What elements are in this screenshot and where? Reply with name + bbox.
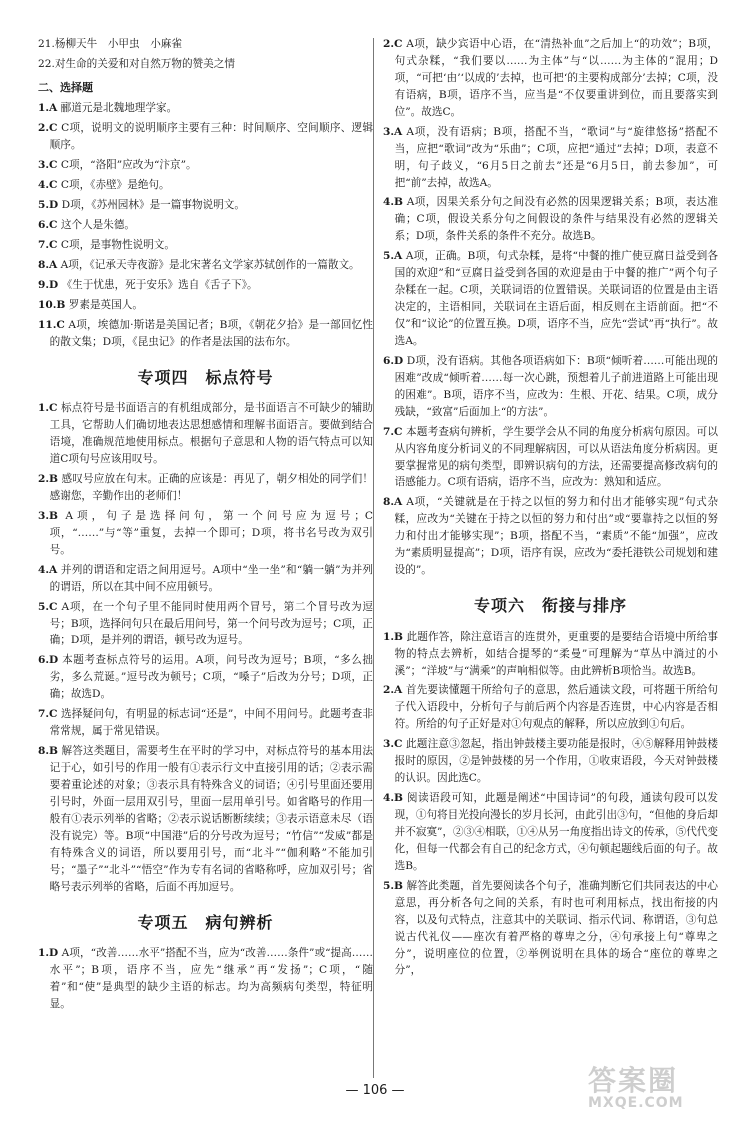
answer-item: [38, 400, 373, 468]
answer-item: [38, 217, 373, 234]
answer-label: 5.A: [383, 250, 403, 263]
answer-text: A项，“关键就是在于持之以恒的努力和付出才能够实现”句式杂糅，应改为“关键在于持之以恒的努力和付出”或“要靠持之以恒的努力和付出才能够实现”；B项，搭配不当，“素质”不能“加强”，应改为“素质明显提高”；D项，语序有误，应改为“委托港铁公司规划和建设的”。: [394, 496, 719, 577]
answer-item: [38, 120, 373, 154]
answer-text: 此题作答，除注意语言的连贯外，更重要的是要结合语境中所给事物的特点去辨析，如结合提琴的“柔曼”可理解为“草丛中淌过的小溪”；“洋坡”与“满乘”的声响相似等。由此辨析B项恰当。故选B。: [394, 630, 719, 677]
answer-text: 解答此类题，首先要阅读各个句子，准确判断它们共同表达的中心意思，再分析各句之间的关系，有时也可利用标点，找出衔接的内容，以及句式特点，注意其中的关联词、指示代词、称谓语，③句总说古代礼仪——座次有着严格的尊卑之分，④句承接上句“尊卑之分”，说明座位的位置，②举例说明在具体的场合“座位的尊卑之分”，: [394, 879, 719, 977]
answer-label: 2.C: [38, 122, 58, 135]
answer-item: [38, 652, 373, 703]
answer-label: 11.C: [38, 318, 65, 331]
answer-line: 22.对生命的关爱和对自然万物的赞美之情: [38, 57, 235, 70]
answer-label: 2.C: [383, 38, 403, 50]
answer-item: [383, 424, 718, 492]
answer-label: 7.C: [38, 239, 58, 252]
answer-text: A项，没有语病；B项，搭配不当，“歌词”与“旋律悠扬”搭配不当，应把“歌词”改为“乐曲”；C项，应把“通过”去掉；D项，表意不明，句子歧义，“6月5日之前去”还是“6月5日，前去参加”，可把“前”去掉，故选A。: [394, 125, 718, 189]
punctuation-answer-list: [38, 400, 373, 895]
answer-item: [38, 237, 373, 254]
site-watermark: [588, 1059, 738, 1117]
answer-label: 10.B: [38, 298, 66, 311]
answer-text: A项，在一个句子里不能同时使用两个冒号，第二个冒号改为逗号；B项，选择问句只在最后用问号，第一个问号改为逗号；C项，正确；D项，是并列的谓语，顿号改为逗号。: [49, 600, 373, 647]
section-heading: 二、选择题: [38, 80, 93, 94]
answer-text: D项，没有语病。其他各项语病如下：B项“倾听着……可能出现的困难”改成“倾听着……每一次心跳，预想着儿子前进道路上可能出现的困难”。B项，语序不当，应改为：生根、开花、结果。C项，成分残缺，“致富”后面加上“的方法”。: [394, 354, 718, 418]
answer-text: D项，《苏州园林》是一篇事物说明文。: [61, 199, 245, 212]
answer-text: 并列的谓语和定语之间用逗号。A项中“坐一坐”和“躺一躺”为并列的谓语，所以在其中间不应用顿号。: [49, 563, 374, 593]
section-title: 专项四 标点符号: [137, 367, 274, 387]
answer-label: 8.A: [383, 496, 403, 509]
sentence-error-answer-list-continued: [383, 36, 718, 579]
answer-label: 4.A: [38, 563, 58, 576]
section-title: 专项五 病句辨析: [137, 912, 274, 932]
watermark-url: MXQE.COM: [588, 1095, 684, 1111]
answer-item: [383, 790, 718, 875]
answer-text: 标点符号是书面语言的有机组成部分，是书面语言不可缺少的辅助工具，它帮助人们确切地表达思想感情和理解书面语言。要做到结合语境，准确规范地使用标点。根据句子意思和人物的语气特点可以知道C项句号应该用叹号。: [49, 402, 374, 466]
answer-item: [38, 157, 373, 174]
answer-label: 8.A: [38, 258, 58, 271]
choice-answer-list: [38, 100, 373, 350]
answer-item: [383, 494, 718, 579]
answer-text: 阅读语段可知，此题是阐述“中国诗词”的句段，通读句段可以发现，①句将目光投向漫长的岁月长河，由此引出③句，“但他的身后却并不寂寞”，②③④相联，①④从另一角度指出诗文的传承，⑤代代变化，但每一代都会有自己的纪念方式，④句顿起题线后面的句子。故选B。: [394, 792, 718, 872]
answer-label: 2.B: [38, 473, 59, 485]
answer-item: [38, 508, 373, 559]
answer-text: A项，因果关系分句之间没有必然的因果逻辑关系；B项，表达准确；C项，假设关系分句之间假设的条件与结果没有必然的逻辑关系；D项，条件关系的条件不充分。故选B。: [394, 196, 718, 243]
answer-item: [38, 317, 373, 351]
answer-label: 5.D: [38, 199, 59, 212]
watermark-logo-text: 答案圈: [588, 1064, 679, 1097]
right-column: [383, 36, 718, 982]
answer-label: 7.C: [38, 708, 58, 721]
answer-item: [383, 736, 718, 787]
answer-item: [383, 248, 718, 350]
answer-label: 3.C: [38, 159, 58, 172]
answer-item: [38, 743, 373, 895]
answer-label: 8.B: [38, 745, 59, 758]
answer-label: 3.C: [383, 738, 403, 751]
answer-item: [38, 562, 373, 596]
answer-item: [383, 194, 718, 245]
answer-item: [383, 36, 718, 121]
answer-text: 本题考查标点符号的运用。A项，问号改为逗号；B项，“多么拙劣，多么荒诞。”逗号改为顿号；C项，“嗓子”后改为分号；D项，正确；故选D。: [49, 654, 373, 701]
answer-text: 本题考查病句辨析，学生要学会从不同的角度分析病句原因。可以从内容角度分析词义的不同理解病因，可以从语法角度分析病因。更要掌握常见的病句类型，即辨识病句的方法，还需要提高修改病句的语感能力。C项有语病，语序不当，应改为：熟知和适应。: [394, 425, 719, 489]
answer-label: 3.B: [38, 509, 59, 522]
answer-item: [383, 878, 718, 980]
answer-item: [38, 471, 373, 505]
answer-item: [38, 706, 373, 740]
answer-text: C项，《赤壁》是绝句。: [60, 179, 170, 192]
answer-text: A项，埃德加·斯诺是美国记者；B项，《朝花夕拾》是一部回忆性的散文集；D项，《昆虫记》的作者是法国的法布尔。: [49, 318, 373, 348]
left-column: [38, 36, 373, 1016]
answer-text: 郦道元是北魏地理学家。: [60, 102, 178, 115]
answer-label: 7.C: [383, 425, 403, 438]
answer-label: 1.D: [38, 947, 59, 960]
answer-text: A项，“改善……水平”搭配不当，应为“改善……条件”或“提高……水平”；B项，语序不当，应先“继承”再“发扬”；C项，“随着”和“使”是典型的缺少主语的标志。均为高频病句类型，特征明显。: [49, 947, 373, 1010]
answer-item: [38, 945, 373, 1013]
answer-item: [383, 629, 718, 680]
answer-text: 这个人是朱德。: [60, 219, 136, 232]
answer-text: 选择疑问句，有明显的标志词“还是”，中间不用问号。此题考查非常常规，属于常见错误。: [49, 708, 373, 738]
answer-text: 首先要读懂题干所给句子的意思，然后通读文段，可将题干所给句子代入语段中，分析句子与前后两个内容是否连贯，中心内容是否相符。所给的句子正好是对①句观点的解释，所以应放到①句后。: [394, 684, 718, 731]
answer-text: C项，“洛阳”应改为“汴京”。: [60, 159, 197, 172]
answer-text: A项，句子是选择问句，第一个问号应为逗号；C项，“……”与“等”重复，去掉一个即可；D项，将书名号改为双引号。: [49, 509, 373, 556]
answer-label: 6.C: [38, 219, 58, 232]
answer-item: [38, 177, 373, 194]
answer-label: 1.B: [383, 630, 404, 643]
answer-item: [38, 297, 373, 314]
answer-item: [38, 257, 373, 274]
answer-text: 罗素是英国人。: [68, 298, 143, 311]
answer-line: 21.杨柳天牛 小甲虫 小麻雀: [38, 38, 182, 50]
answer-label: 5.C: [38, 600, 58, 613]
answer-item: [383, 353, 718, 421]
answer-item: [383, 682, 718, 733]
answer-item: [38, 100, 373, 117]
answer-label: 6.D: [38, 654, 59, 667]
answer-text: 感叹号应放在句末。正确的应该是：再见了，朝夕相处的同学们！感谢您，辛勤作出的老师们！: [49, 473, 374, 502]
column-divider: [373, 38, 374, 1078]
sentence-error-answer-list: [38, 945, 373, 1013]
answer-text: A项，《记承天寺夜游》是北宋著名文学家苏轼创作的一篇散文。: [60, 258, 360, 271]
answer-text: C项，说明文的说明顺序主要有三种：时间顺序、空间顺序、逻辑顺序。: [49, 122, 373, 152]
answer-label: 4.C: [38, 179, 58, 192]
answer-text: 此题注意③忽起，指出钟鼓楼主要功能是报时，④⑤解释用钟鼓楼报时的原因，②是钟鼓楼的另一个作用，①收束语段，今天对钟鼓楼的认识。因此选C。: [394, 738, 719, 785]
answer-text: A项，正确。B项，句式杂糅，是将“中餐的推广使豆腐日益受到各国的欢迎”和“豆腐日益受到各国的欢迎是由于中餐的推广”两个句子杂糅在一起。C项，关联词语的位置错误。关联词语的位置是由主语决定的，主语相同，关联词在主语后面，相反则在主语前面。把“不仅”和“议论”的位置互换。D项，语序不当，应先“尝试”再“执行”。故选A。: [394, 250, 718, 347]
answer-item: [38, 197, 373, 214]
answer-label: 1.C: [38, 402, 58, 415]
answer-text: A项，缺少宾语中心语，在“清热补血”之后加上“的功效”；B项，句式杂糅，“我们要以……为主体”与“以……为主体的”混用；D项，“可把‘由’‘以成的’去掉，也可把‘的主要构成部分’去掉；C项，没有语病，B项，语序不当，应当是“不仅要重讲到位，而且要落实到位”。故选C。: [394, 38, 718, 118]
answer-label: 3.A: [383, 125, 403, 138]
answer-item: [38, 599, 373, 650]
answer-text: 《生于忧患，死于安乐》选自《舌子下》。: [61, 278, 258, 291]
answer-label: 4.B: [383, 792, 404, 805]
answer-label: 2.A: [383, 684, 403, 697]
cohesion-answer-list: [383, 629, 718, 980]
answer-label: 4.B: [383, 196, 404, 209]
answer-item: [383, 124, 718, 192]
answer-label: 9.D: [38, 278, 59, 291]
page-number: — 106 —: [345, 1083, 405, 1098]
answer-label: 6.D: [383, 354, 404, 367]
section-title: 专项六 衔接与排序: [473, 596, 627, 616]
answer-label: 1.A: [38, 102, 58, 115]
answer-text: 解答这类题目，需要考生在平时的学习中，对标点符号的基本用法记于心，如引号的作用一般有①表示行文中直接引用的话；②表示需要着重论述的对象；③表示具有特殊含义的词语；④引号里面还要用引号时，外面一层用双引号，里面一层用单引号。如省略号的作用一般有①表示列举的省略；②表示说话断断续续；③表示语意未尽（语没有说完）等。B项“中国港”后的分号改为逗号；“竹信”“发威”都是有特殊含义的词语，所以要用引号，而“北斗”“伽利略”不能加引号；“墨子”“北斗”“悟空”作为专有名词的省略称呼，应加双引号；省略号表示列举的省略，后面不再加逗号。: [49, 745, 374, 893]
answer-label: 5.B: [383, 879, 404, 892]
answer-text: C项，是事物性说明文。: [60, 239, 175, 252]
answer-item: [38, 277, 373, 294]
